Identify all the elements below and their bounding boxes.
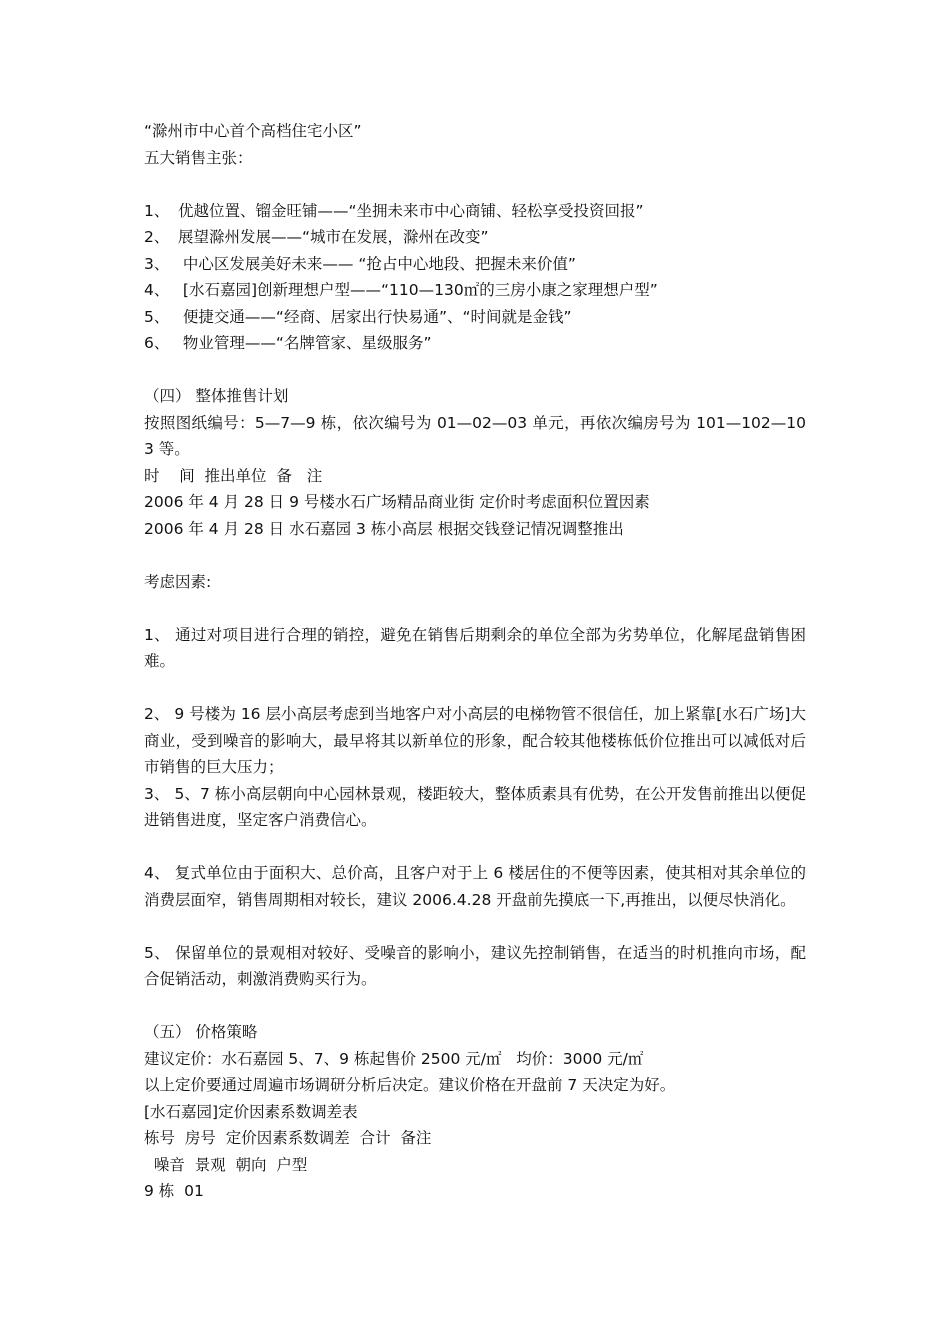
claim-number: 4、 — [144, 281, 170, 299]
claim-text: 展望滁州发展——“城市在发展，滁州在改变” — [178, 228, 489, 246]
pricing-table-subheader: 噪音 景观 朝向 户型 — [144, 1155, 308, 1174]
schedule-row: 2006 年 4 月 28 日 水石嘉园 3 栋小高层 根据交钱登记情况调整推出 — [144, 519, 624, 538]
claim-text: 物业管理——“名牌管家、星级服务” — [178, 334, 432, 352]
claim-number: 2、 — [144, 228, 170, 246]
factor-item: 3、 5、7 栋小高层朝向中心园林景观，楼距较大，整体质素具有优势，在公开发售前推出以便促进销售进度，坚定客户消费信心。 — [144, 784, 806, 829]
document-page — [144, 118, 806, 1205]
claim-text: 优越位置、镏金旺铺——“坐拥未来市中心商铺、轻松享受投资回报” — [178, 201, 644, 220]
claim-item — [144, 330, 806, 357]
claim-item — [144, 304, 806, 331]
claim-text: 便捷交通——“经商、居家出行快易通”、“时间就是金钱” — [178, 307, 572, 326]
pricing-table-header: 栋号 房号 定价因素系数调差 合计 备注 — [144, 1129, 432, 1147]
section-title: （四） 整体推售计划 — [144, 387, 289, 405]
pricing-table-title: [水石嘉园]定价因素系数调差表 — [144, 1102, 358, 1121]
section-title: （五） 价格策略 — [144, 1023, 258, 1041]
numbering-intro: 按照图纸编号：5—7—9 栋，依次编号为 01—02—03 单元，再依次编房号为 101—102—103 等。 — [144, 413, 806, 458]
claim-item — [144, 224, 806, 251]
claim-number: 6、 — [144, 334, 170, 352]
claim-text: [水石嘉园]创新理想户型——“110—130㎡的三房小康之家理想户型” — [178, 281, 658, 299]
slogan: “滁州市中心首个高档住宅小区” — [144, 122, 362, 140]
section-sales-plan — [144, 383, 806, 542]
claims-list — [144, 198, 806, 357]
factor-item: 4、 复式单位由于面积大、总价高，且客户对于上 6 楼居住的不便等因素，使其相对其余单位的消费层面窄，销售周期相对较长，建议 2006.4.28 开盘前先摸底一下,再推出，以便尽快消化。 — [144, 864, 806, 909]
claim-text: 中心区发展美好未来—— “抢占中心地段、把握未来价值” — [178, 254, 576, 273]
claim-number: 3、 — [144, 254, 170, 273]
claim-item — [144, 251, 806, 278]
factors-heading: 考虑因素: — [144, 572, 212, 591]
factor-item: 1、 通过对项目进行合理的销控，避免在销售后期剩余的单位全部为劣势单位，化解尾盘销售困难。 — [144, 625, 806, 670]
section-pricing — [144, 1019, 806, 1205]
factor-item: 2、 9 号楼为 16 层小高层考虑到当地客户对小高层的电梯物管不很信任，加上紧靠[水石广场]大商业，受到噪音的影响大，最早将其以新单位的形象，配合较其他楼栋低价位推出可以减低对后市销售的巨大压力； — [144, 705, 806, 776]
schedule-table-header: 时 间 推出单位 备 注 — [144, 466, 323, 485]
claim-item — [144, 198, 806, 225]
factor-item: 5、 保留单位的景观相对较好、受噪音的影响小，建议先控制销售，在适当的时机推向市场，配合促销活动，刺激消费购买行为。 — [144, 943, 806, 988]
pricing-note: 以上定价要通过周遍市场调研分析后决定。建议价格在开盘前 7 天决定为好。 — [144, 1076, 676, 1094]
schedule-row: 2006 年 4 月 28 日 9 号楼水石广场精品商业街 定价时考虑面积位置因素 — [144, 493, 650, 511]
claim-number: 5、 — [144, 307, 170, 326]
pricing-table-row: 9 栋 01 — [144, 1182, 204, 1200]
section-factors — [144, 569, 806, 993]
claim-item — [144, 277, 806, 304]
claims-heading: 五大销售主张： — [144, 148, 253, 167]
claim-number: 1、 — [144, 201, 170, 220]
suggested-price: 建议定价：水石嘉园 5、7、9 栋起售价 2500 元/㎡ 均价：3000 元/㎡ — [144, 1049, 644, 1068]
